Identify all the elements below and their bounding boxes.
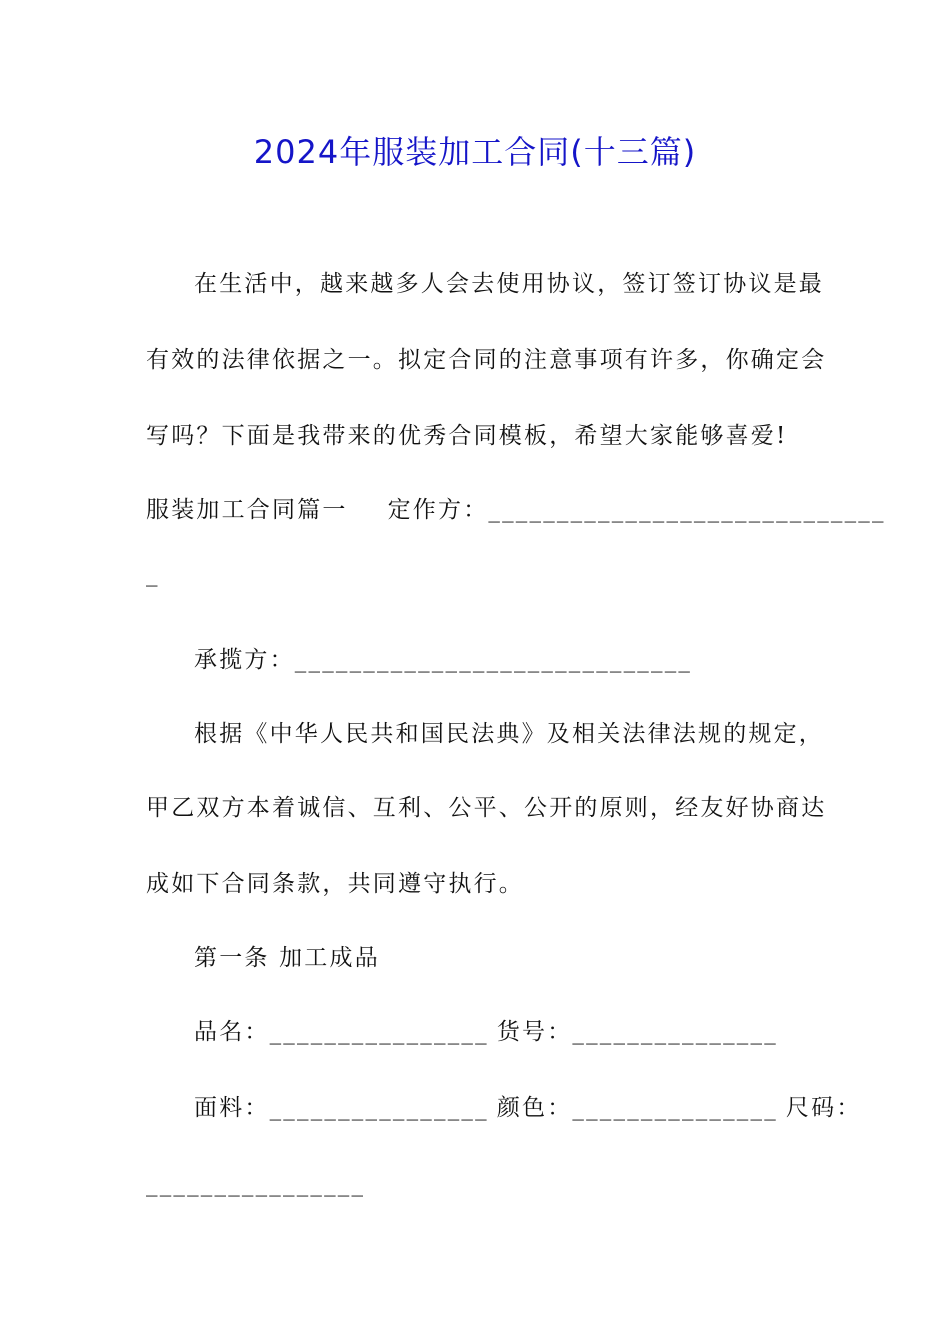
party-b-field: 承揽方：_____________________________ — [194, 647, 693, 673]
party-a-field: 定作方：_____________________________ — [387, 497, 886, 523]
party-a-field-continued: _ — [146, 561, 160, 587]
preamble-line-3: 成如下合同条款，共同遵守执行。 — [146, 871, 524, 897]
article-1-heading: 第一条 加工成品 — [194, 945, 380, 971]
fabric-field: 面料：________________ — [194, 1095, 489, 1121]
item-no-field: 货号：_______________ — [496, 1019, 778, 1045]
intro-line-3: 写吗？下面是我带来的优秀合同模板，希望大家能够喜爱! — [146, 423, 788, 449]
section-heading: 服装加工合同篇一 — [146, 497, 348, 523]
product-row — [194, 1016, 874, 1048]
preamble-line-2: 甲乙双方本着诚信、互利、公平、公开的原则，经友好协商达 — [146, 795, 827, 821]
section-heading-row — [146, 494, 886, 526]
product-name-field: 品名：________________ — [194, 1019, 489, 1045]
color-field: 颜色：_______________ — [496, 1095, 778, 1121]
fabric-row — [194, 1092, 874, 1124]
intro-line-2: 有效的法律依据之一。拟定合同的注意事项有许多，你确定会 — [146, 347, 827, 373]
size-field-continued: ________________ — [146, 1171, 366, 1197]
document-title: 2024年服装加工合同(十三篇) — [253, 133, 697, 171]
intro-line-1: 在生活中，越来越多人会去使用协议，签订签订协议是最 — [194, 271, 824, 297]
preamble-line-1: 根据《中华人民共和国民法典》及相关法律法规的规定， — [194, 721, 824, 747]
size-field: 尺码： — [785, 1095, 862, 1121]
